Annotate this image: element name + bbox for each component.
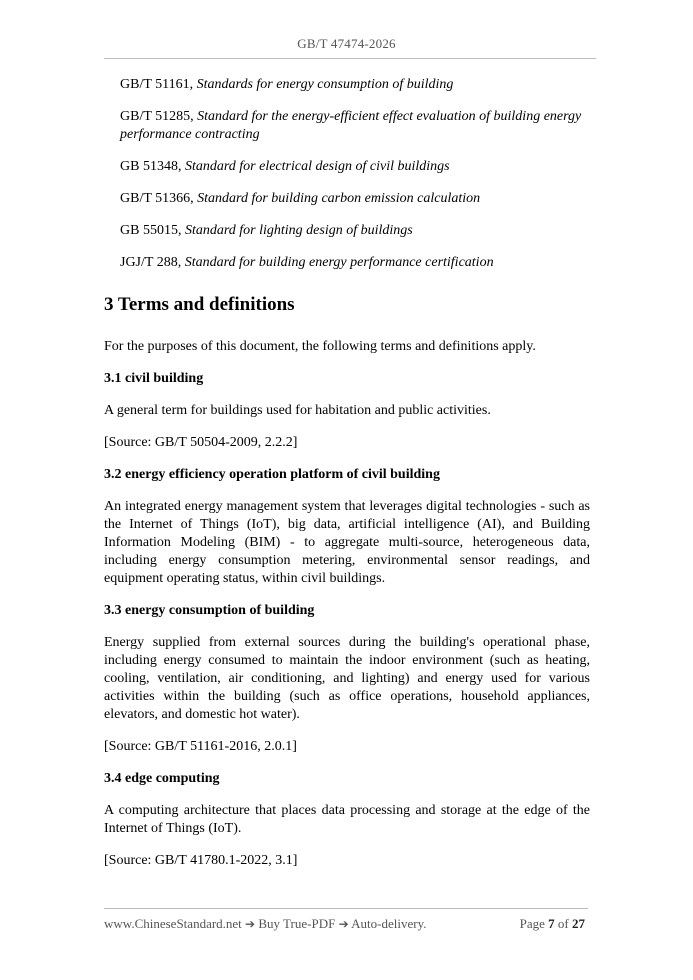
- reference-code: GB/T 51366,: [120, 191, 198, 206]
- reference-item: [104, 108, 590, 144]
- footer-promo: [104, 916, 427, 932]
- reference-code: GB 51348,: [120, 159, 185, 174]
- arrow-right-icon: ➔: [338, 917, 349, 931]
- reference-code: JGJ/T 288,: [120, 255, 185, 270]
- page-number: [520, 916, 585, 932]
- footer-delivery-text: Auto-delivery.: [348, 916, 427, 931]
- page-header: GB/T 47474-2026: [297, 36, 396, 51]
- page-total: 27: [572, 916, 585, 931]
- reference-item: [104, 254, 590, 272]
- reference-code: GB/T 51161,: [120, 77, 197, 92]
- footer-buy-text: Buy True-PDF: [255, 916, 339, 931]
- arrow-right-icon: ➔: [245, 917, 256, 931]
- reference-title: Standard for building carbon emission calculation: [197, 191, 481, 206]
- term-source: [Source: GB/T 50504-2009, 2.2.2]: [104, 435, 298, 450]
- document-body: [104, 70, 590, 884]
- term-source: [Source: GB/T 51161-2016, 2.0.1]: [104, 739, 297, 754]
- reference-item: [104, 190, 590, 208]
- term-source: [Source: GB/T 41780.1-2022, 3.1]: [104, 853, 298, 868]
- term-definition: A general term for buildings used for habitation and public activities.: [104, 403, 491, 418]
- page-label: Page: [519, 916, 549, 931]
- header-divider: [104, 58, 596, 59]
- reference-code: GB/T 51285,: [120, 109, 198, 124]
- term-heading: 3.2 energy efficiency operation platform of civil building: [104, 467, 440, 482]
- reference-title: Standard for the energy-efficient effect evaluation of building energy performance contracting: [120, 109, 582, 142]
- page-current: 7: [548, 916, 555, 931]
- term-definition: A computing architecture that places data processing and storage at the edge of the Internet of Things (IoT).: [104, 803, 590, 836]
- term-definition: An integrated energy management system that leverages digital technologies - such as the Internet of Things (IoT), big data, artificial intelligence (AI), and Building Information Modeling (BIM) - to aggregate multi-source, heterogeneous data, including energy consumption metering, environmental sensor readings, and equipment operating status, within civil buildings.: [104, 499, 590, 586]
- term-heading: 3.3 energy consumption of building: [104, 603, 315, 618]
- term-heading: 3.1 civil building: [104, 371, 204, 386]
- footer-site-link[interactable]: www.ChineseStandard.net: [104, 916, 242, 931]
- footer-divider: [104, 908, 588, 909]
- reference-title: Standards for energy consumption of building: [196, 77, 454, 92]
- reference-title: Standard for building energy performance certification: [184, 255, 494, 270]
- page-of: of: [554, 916, 572, 931]
- term-heading: 3.4 edge computing: [104, 771, 220, 786]
- reference-title: Standard for electrical design of civil buildings: [184, 159, 450, 174]
- section-heading: 3 Terms and definitions: [104, 294, 295, 315]
- term-definition: Energy supplied from external sources during the building's operational phase, including energy consumed to maintain the indoor environment (such as heating, cooling, ventilation, air conditioning, and lighting) and energy used for various activities within the building (such as office operations, household appliances, elevators, and domestic hot water).: [104, 635, 590, 722]
- section-intro: For the purposes of this document, the following terms and definitions apply.: [104, 339, 536, 354]
- reference-item: [104, 76, 590, 94]
- reference-code: GB 55015,: [120, 223, 185, 238]
- reference-item: [104, 222, 590, 240]
- reference-title: Standard for lighting design of buildings: [184, 223, 413, 238]
- reference-item: [104, 158, 590, 176]
